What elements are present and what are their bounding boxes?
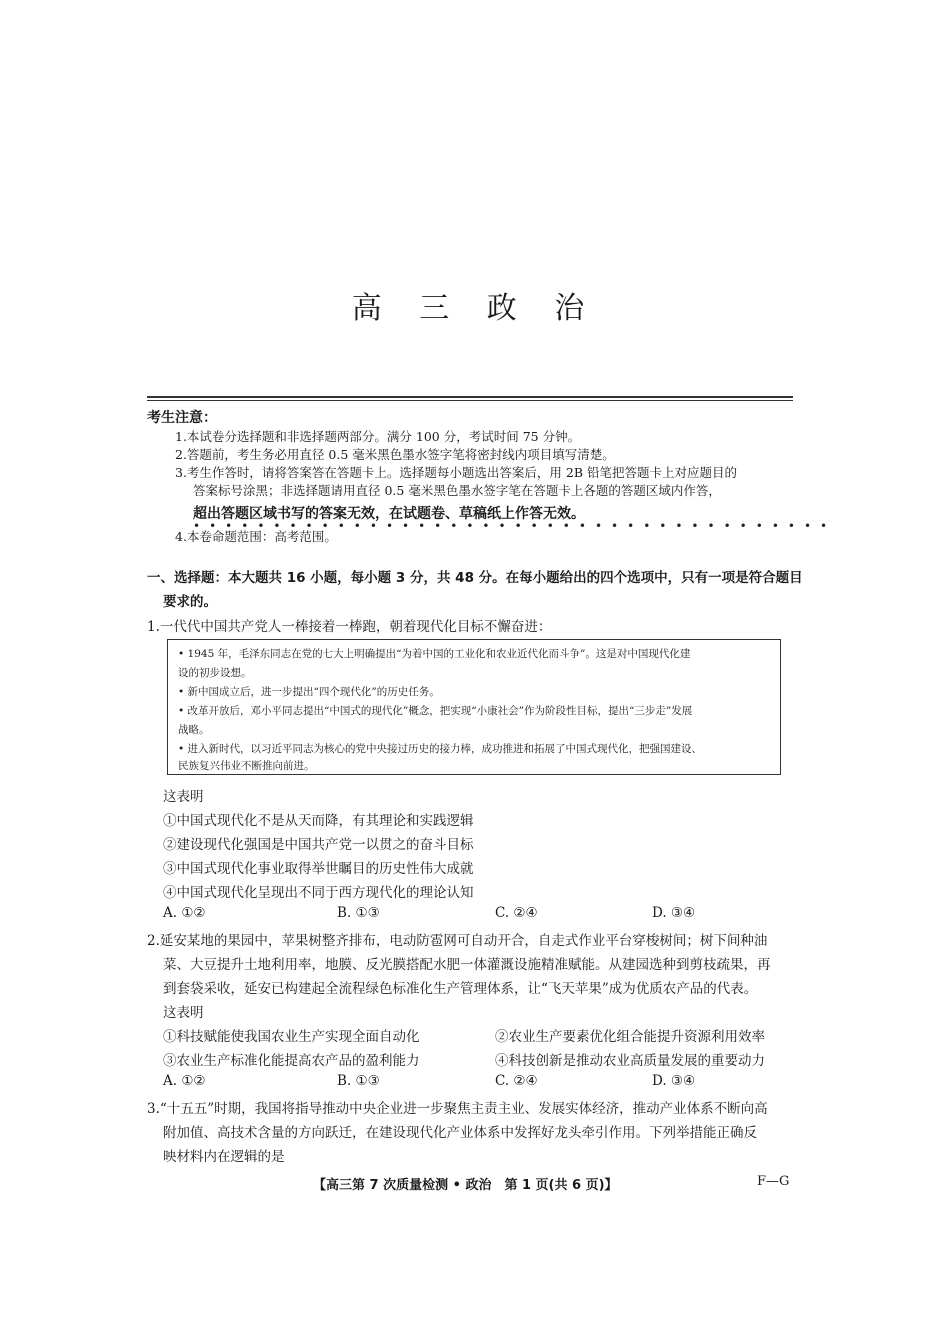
emphasis-dots: •••••••••••••••••••••••••••••••••••••••• bbox=[193, 519, 837, 533]
q1-option-a: A. ①② bbox=[163, 905, 206, 921]
q1-box-line-7: 民族复兴伟业不断推向前进。 bbox=[178, 760, 315, 772]
top-divider-thin bbox=[147, 400, 793, 401]
q2-stem-2: 菜、大豆提升土地利用率，地膜、反光膜搭配水肥一体灌溉设施精准赋能。从建园选种到剪枝疏果，再 bbox=[163, 957, 771, 973]
q1-option-b: B. ①③ bbox=[337, 905, 380, 921]
q1-statement-3: ③中国式现代化事业取得举世瞩目的历史性伟大成就 bbox=[163, 861, 474, 877]
q2-statement-1: ①科技赋能使我国农业生产实现全面自动化 bbox=[163, 1029, 420, 1045]
page-footer: 【高三第 7 次质量检测 • 政治 第 1 页(共 6 页)】 bbox=[313, 1178, 618, 1193]
q1-option-c: C. ②④ bbox=[495, 905, 538, 921]
notice-heading: 考生注意： bbox=[147, 410, 217, 426]
q2-option-a: A. ①② bbox=[163, 1073, 206, 1089]
q1-box-line-3: • 新中国成立后，进一步提出“四个现代化”的历史任务。 bbox=[178, 686, 440, 698]
paper-code: F—G bbox=[757, 1174, 790, 1189]
section-heading: 一、选择题：本大题共 16 小题，每小题 3 分，共 48 分。在每小题给出的四个选项中，只有一项是符合题目 bbox=[147, 570, 803, 586]
section-heading-cont: 要求的。 bbox=[163, 594, 217, 610]
notice-item-3-emphasis: 超出答题区域书写的答案无效，在试题卷、草稿纸上作答无效。 bbox=[193, 506, 585, 522]
q2-option-c: C. ②④ bbox=[495, 1073, 538, 1089]
q1-option-d: D. ③④ bbox=[652, 905, 696, 921]
q3-stem-3: 映材料内在逻辑的是 bbox=[163, 1149, 285, 1165]
q1-material-box bbox=[167, 639, 781, 775]
notice-item-2: 2.答题前，考生务必用直径 0.5 毫米黑色墨水签字笔将密封线内项目填写清楚。 bbox=[175, 447, 615, 462]
q1-statement-2: ②建设现代化强国是中国共产党一以贯之的奋斗目标 bbox=[163, 837, 474, 853]
q2-option-d: D. ③④ bbox=[652, 1073, 696, 1089]
top-divider bbox=[147, 396, 793, 398]
q1-statement-1: ①中国式现代化不是从天而降，有其理论和实践逻辑 bbox=[163, 813, 474, 829]
q1-statement-4: ④中国式现代化呈现出不同于西方现代化的理论认知 bbox=[163, 885, 474, 901]
q2-option-b: B. ①③ bbox=[337, 1073, 380, 1089]
notice-item-3: 3.考生作答时，请将答案答在答题卡上。选择题每小题选出答案后，用 2B 铅笔把答题卡上对应题目的 bbox=[175, 465, 738, 480]
q1-box-line-2: 设的初步设想。 bbox=[178, 667, 252, 679]
q2-lead: 这表明 bbox=[163, 1005, 204, 1021]
q3-stem-1: 3.“十五五”时期，我国将指导推动中央企业进一步聚焦主责主业、发展实体经济，推动产业体系不断向高 bbox=[147, 1101, 768, 1117]
q3-stem-2: 附加值、高技术含量的方向跃迁，在建设现代化产业体系中发挥好龙头牵引作用。下列举措能正确反 bbox=[163, 1125, 757, 1141]
q1-box-line-6: • 进入新时代，以习近平同志为核心的党中央接过历史的接力棒，成功推进和拓展了中国式现代化，把强国建设、 bbox=[178, 743, 703, 755]
q1-box-line-4: • 改革开放后，邓小平同志提出“中国式的现代化”概念，把实现“小康社会”作为阶段性目标，提出“三步走”发展 bbox=[178, 705, 693, 717]
q2-stem-1: 2.延安某地的果园中，苹果树整齐排布，电动防雹网可自动开合，自走式作业平台穿梭树间；树下间种油 bbox=[147, 933, 768, 949]
notice-item-1: 1.本试卷分选择题和非选择题两部分。满分 100 分，考试时间 75 分钟。 bbox=[175, 429, 581, 444]
notice-item-3-cont: 答案标号涂黑；非选择题请用直径 0.5 毫米黑色墨水签字笔在答题卡上各题的答题区域内作答， bbox=[193, 483, 721, 498]
q2-statement-4: ④科技创新是推动农业高质量发展的重要动力 bbox=[495, 1053, 765, 1069]
q1-stem: 1.一代代中国共产党人一棒接着一棒跑，朝着现代化目标不懈奋进： bbox=[147, 619, 552, 635]
notice-item-4: 4.本卷命题范围：高考范围。 bbox=[175, 529, 337, 544]
q1-box-line-5: 战略。 bbox=[178, 724, 210, 736]
q2-statement-2: ②农业生产要素优化组合能提升资源利用效率 bbox=[495, 1029, 765, 1045]
q2-statement-3: ③农业生产标准化能提高农产品的盈利能力 bbox=[163, 1053, 420, 1069]
q1-box-line-1: • 1945 年，毛泽东同志在党的七大上明确提出“为着中国的工业化和农业近代化而斗争”。这是对中国现代化建 bbox=[178, 648, 691, 660]
q2-stem-3: 到套袋采收，延安已构建起全流程绿色标准化生产管理体系，让“飞天苹果”成为优质农产品的代表。 bbox=[163, 981, 758, 997]
page-title: 高 三 政 治 bbox=[351, 291, 599, 326]
q1-lead: 这表明 bbox=[163, 789, 204, 805]
